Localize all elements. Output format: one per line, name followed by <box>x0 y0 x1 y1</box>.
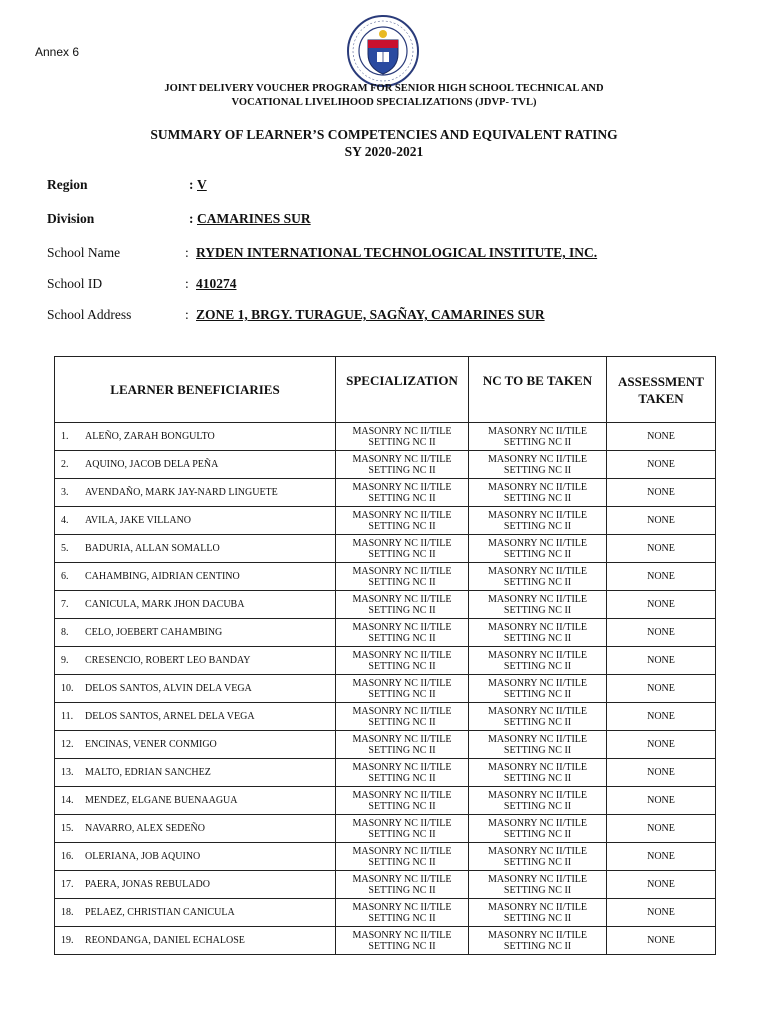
specialization-line-1: MASONRY NC II/TILE <box>352 537 452 549</box>
nc-line-1: MASONRY NC II/TILE <box>487 425 588 437</box>
specialization-line-1: MASONRY NC II/TILE <box>352 873 452 885</box>
nc-line-1: MASONRY NC II/TILE <box>487 621 588 633</box>
nc-line-1: MASONRY NC II/TILE <box>487 509 588 521</box>
row-number: 14. <box>61 795 74 806</box>
specialization-line-1: MASONRY NC II/TILE <box>352 817 452 829</box>
specialization-cell <box>336 507 469 535</box>
assessment-cell: NONE <box>607 815 716 843</box>
nc-cell <box>469 423 607 451</box>
assessment-cell: NONE <box>607 619 716 647</box>
table-row <box>55 871 716 899</box>
division-colon: : <box>189 211 194 226</box>
header-nc: NC TO BE TAKEN <box>469 357 607 423</box>
nc-line-2: SETTING NC II <box>503 912 572 924</box>
division-label: Division <box>47 211 95 226</box>
specialization-line-1: MASONRY NC II/TILE <box>352 621 452 633</box>
row-number: 11. <box>61 711 74 722</box>
assessment-cell: NONE <box>607 703 716 731</box>
specialization-line-1: MASONRY NC II/TILE <box>352 705 452 717</box>
nc-cell <box>469 927 607 955</box>
nc-cell <box>469 507 607 535</box>
table-row <box>55 759 716 787</box>
header-assessment-line-1: ASSESSMENT <box>618 374 704 389</box>
specialization-line-2: SETTING NC II <box>368 548 436 560</box>
school-address-colon: : <box>185 307 189 322</box>
learner-cell <box>55 647 336 675</box>
nc-line-1: MASONRY NC II/TILE <box>487 453 588 465</box>
specialization-cell <box>336 619 469 647</box>
table-row <box>55 507 716 535</box>
specialization-line-2: SETTING NC II <box>368 716 436 728</box>
specialization-line-1: MASONRY NC II/TILE <box>352 733 452 745</box>
nc-cell <box>469 815 607 843</box>
nc-cell <box>469 759 607 787</box>
specialization-line-2: SETTING NC II <box>368 576 436 588</box>
learner-cell <box>55 843 336 871</box>
row-number: 12. <box>61 739 74 750</box>
nc-line-1: MASONRY NC II/TILE <box>487 817 588 829</box>
nc-line-1: MASONRY NC II/TILE <box>487 929 588 941</box>
table-row <box>55 619 716 647</box>
school-id-colon: : <box>185 276 189 291</box>
specialization-line-1: MASONRY NC II/TILE <box>352 453 452 465</box>
specialization-cell <box>336 843 469 871</box>
nc-line-2: SETTING NC II <box>503 828 572 840</box>
school-year: SY 2020-2021 <box>344 144 424 159</box>
specialization-line-2: SETTING NC II <box>368 464 436 476</box>
learner-name: DELOS SANTOS, ARNEL DELA VEGA <box>85 711 255 722</box>
summary-heading: SUMMARY OF LEARNER’S COMPETENCIES AND EQUIVALENT RATING <box>150 127 618 142</box>
learner-name: REONDANGA, DANIEL ECHALOSE <box>85 935 245 946</box>
assessment-cell: NONE <box>607 759 716 787</box>
assessment-cell: NONE <box>607 843 716 871</box>
learner-cell <box>55 731 336 759</box>
nc-cell <box>469 647 607 675</box>
school-name-colon: : <box>185 245 189 260</box>
row-number: 5. <box>61 543 69 554</box>
summary-title <box>0 126 768 160</box>
specialization-line-2: SETTING NC II <box>368 884 436 896</box>
learner-name: DELOS SANTOS, ALVIN DELA VEGA <box>85 683 252 694</box>
learner-name: AQUINO, JACOB DELA PEÑA <box>85 459 219 470</box>
nc-cell <box>469 451 607 479</box>
specialization-cell <box>336 703 469 731</box>
row-number: 17. <box>61 879 74 890</box>
nc-line-2: SETTING NC II <box>503 436 572 448</box>
learner-name: ENCINAS, VENER CONMIGO <box>85 739 217 750</box>
specialization-line-1: MASONRY NC II/TILE <box>352 677 452 689</box>
nc-line-1: MASONRY NC II/TILE <box>487 789 588 801</box>
assessment-cell: NONE <box>607 479 716 507</box>
table-row <box>55 535 716 563</box>
specialization-line-2: SETTING NC II <box>368 520 436 532</box>
nc-line-1: MASONRY NC II/TILE <box>487 733 588 745</box>
specialization-line-2: SETTING NC II <box>368 856 436 868</box>
row-number: 19. <box>61 935 74 946</box>
row-number: 9. <box>61 655 69 666</box>
learner-name: NAVARRO, ALEX SEDEÑO <box>85 823 205 834</box>
nc-line-2: SETTING NC II <box>503 660 572 672</box>
learner-cell <box>55 451 336 479</box>
program-line-1: JOINT DELIVERY VOUCHER PROGRAM FOR SENIOR HIGH SCHOOL TECHNICAL AND <box>164 83 604 94</box>
specialization-line-1: MASONRY NC II/TILE <box>352 789 452 801</box>
school-id-value: 410274 <box>196 276 237 291</box>
nc-cell <box>469 675 607 703</box>
program-line-2: VOCATIONAL LIVELIHOOD SPECIALIZATIONS (JDVP- TVL) <box>231 97 537 108</box>
assessment-cell: NONE <box>607 591 716 619</box>
division-value: CAMARINES SUR <box>197 211 311 226</box>
specialization-cell <box>336 563 469 591</box>
learner-cell <box>55 591 336 619</box>
nc-line-1: MASONRY NC II/TILE <box>487 873 588 885</box>
assessment-cell: NONE <box>607 871 716 899</box>
table-row <box>55 675 716 703</box>
nc-cell <box>469 563 607 591</box>
learner-name: CANICULA, MARK JHON DACUBA <box>85 599 245 610</box>
nc-cell <box>469 703 607 731</box>
specialization-line-1: MASONRY NC II/TILE <box>352 901 452 913</box>
region-value: V <box>197 177 207 192</box>
table-row <box>55 451 716 479</box>
specialization-line-1: MASONRY NC II/TILE <box>352 565 452 577</box>
specialization-line-1: MASONRY NC II/TILE <box>352 425 452 437</box>
table-row <box>55 927 716 955</box>
row-number: 8. <box>61 627 69 638</box>
table-row <box>55 787 716 815</box>
nc-line-1: MASONRY NC II/TILE <box>487 565 588 577</box>
learner-cell <box>55 479 336 507</box>
learner-name: ALEÑO, ZARAH BONGULTO <box>85 431 215 442</box>
table-row <box>55 479 716 507</box>
assessment-cell: NONE <box>607 563 716 591</box>
learner-name: MALTO, EDRIAN SANCHEZ <box>85 767 211 778</box>
learner-cell <box>55 899 336 927</box>
nc-line-2: SETTING NC II <box>503 772 572 784</box>
learner-name: MENDEZ, ELGANE BUENAAGUA <box>85 795 238 806</box>
table-row <box>55 423 716 451</box>
nc-line-1: MASONRY NC II/TILE <box>487 901 588 913</box>
specialization-line-1: MASONRY NC II/TILE <box>352 845 452 857</box>
nc-line-2: SETTING NC II <box>503 520 572 532</box>
row-number: 7. <box>61 599 69 610</box>
specialization-line-2: SETTING NC II <box>368 744 436 756</box>
nc-line-1: MASONRY NC II/TILE <box>487 705 588 717</box>
learner-name: OLERIANA, JOB AQUINO <box>85 851 201 862</box>
row-number: 16. <box>61 851 74 862</box>
nc-line-2: SETTING NC II <box>503 688 572 700</box>
specialization-cell <box>336 871 469 899</box>
specialization-line-2: SETTING NC II <box>368 912 436 924</box>
nc-line-1: MASONRY NC II/TILE <box>487 481 588 493</box>
school-address-label: School Address <box>47 307 132 322</box>
row-number: 15. <box>61 823 74 834</box>
specialization-cell <box>336 787 469 815</box>
learner-cell <box>55 815 336 843</box>
nc-line-2: SETTING NC II <box>503 800 572 812</box>
specialization-line-1: MASONRY NC II/TILE <box>352 761 452 773</box>
nc-line-2: SETTING NC II <box>503 576 572 588</box>
header-specialization: SPECIALIZATION <box>336 357 469 423</box>
annex-label: Annex 6 <box>35 45 80 59</box>
specialization-line-2: SETTING NC II <box>368 940 436 952</box>
specialization-line-2: SETTING NC II <box>368 800 436 812</box>
nc-cell <box>469 787 607 815</box>
nc-line-2: SETTING NC II <box>503 604 572 616</box>
nc-line-2: SETTING NC II <box>503 940 572 952</box>
deped-seal-icon <box>346 14 420 88</box>
row-number: 18. <box>61 907 74 918</box>
assessment-cell: NONE <box>607 535 716 563</box>
row-number: 13. <box>61 767 74 778</box>
region-colon: : <box>189 177 194 192</box>
table-row <box>55 563 716 591</box>
learner-cell <box>55 787 336 815</box>
specialization-cell <box>336 451 469 479</box>
learner-cell <box>55 871 336 899</box>
specialization-line-1: MASONRY NC II/TILE <box>352 593 452 605</box>
nc-line-1: MASONRY NC II/TILE <box>487 537 588 549</box>
specialization-line-2: SETTING NC II <box>368 772 436 784</box>
specialization-line-2: SETTING NC II <box>368 632 436 644</box>
nc-line-1: MASONRY NC II/TILE <box>487 845 588 857</box>
region-label: Region <box>47 177 88 192</box>
specialization-cell <box>336 479 469 507</box>
nc-cell <box>469 899 607 927</box>
specialization-line-2: SETTING NC II <box>368 660 436 672</box>
nc-cell <box>469 731 607 759</box>
learner-name: PELAEZ, CHRISTIAN CANICULA <box>85 907 235 918</box>
nc-line-1: MASONRY NC II/TILE <box>487 761 588 773</box>
row-number: 2. <box>61 459 69 470</box>
specialization-cell <box>336 759 469 787</box>
nc-line-2: SETTING NC II <box>503 548 572 560</box>
school-name-label: School Name <box>47 245 121 260</box>
specialization-cell <box>336 731 469 759</box>
nc-cell <box>469 591 607 619</box>
specialization-cell <box>336 927 469 955</box>
assessment-cell: NONE <box>607 451 716 479</box>
row-number: 1. <box>61 431 69 442</box>
learner-name: CELO, JOEBERT CAHAMBING <box>85 627 223 638</box>
nc-line-2: SETTING NC II <box>503 716 572 728</box>
learner-cell <box>55 563 336 591</box>
nc-line-2: SETTING NC II <box>503 744 572 756</box>
specialization-cell <box>336 591 469 619</box>
row-number: 4. <box>61 515 69 526</box>
nc-line-2: SETTING NC II <box>503 632 572 644</box>
program-title <box>0 82 768 110</box>
learner-name: PAERA, JONAS REBULADO <box>85 879 210 890</box>
nc-cell <box>469 843 607 871</box>
assessment-cell: NONE <box>607 927 716 955</box>
assessment-cell: NONE <box>607 731 716 759</box>
nc-line-1: MASONRY NC II/TILE <box>487 593 588 605</box>
nc-line-2: SETTING NC II <box>503 492 572 504</box>
table-row <box>55 899 716 927</box>
table-row <box>55 843 716 871</box>
specialization-line-1: MASONRY NC II/TILE <box>352 649 452 661</box>
school-id-label: School ID <box>47 276 103 291</box>
nc-line-2: SETTING NC II <box>503 884 572 896</box>
learner-cell <box>55 703 336 731</box>
specialization-line-2: SETTING NC II <box>368 688 436 700</box>
specialization-cell <box>336 647 469 675</box>
assessment-cell: NONE <box>607 423 716 451</box>
learner-cell <box>55 759 336 787</box>
specialization-cell <box>336 423 469 451</box>
learner-cell <box>55 423 336 451</box>
nc-cell <box>469 619 607 647</box>
school-name-value: RYDEN INTERNATIONAL TECHNOLOGICAL INSTITUTE, INC. <box>196 245 598 260</box>
learner-cell <box>55 619 336 647</box>
header-assessment <box>607 357 716 423</box>
learner-cell <box>55 535 336 563</box>
assessment-cell: NONE <box>607 647 716 675</box>
specialization-line-1: MASONRY NC II/TILE <box>352 929 452 941</box>
nc-line-1: MASONRY NC II/TILE <box>487 677 588 689</box>
table-row <box>55 591 716 619</box>
table-row <box>55 703 716 731</box>
assessment-cell: NONE <box>607 787 716 815</box>
learner-cell <box>55 927 336 955</box>
header-learner: LEARNER BENEFICIARIES <box>55 357 336 423</box>
learner-cell <box>55 675 336 703</box>
table-row <box>55 731 716 759</box>
specialization-cell <box>336 815 469 843</box>
row-number: 6. <box>61 571 69 582</box>
specialization-line-2: SETTING NC II <box>368 492 436 504</box>
nc-cell <box>469 871 607 899</box>
nc-line-2: SETTING NC II <box>503 856 572 868</box>
learner-name: BADURIA, ALLAN SOMALLO <box>85 543 220 554</box>
row-number: 3. <box>61 487 69 498</box>
specialization-cell <box>336 675 469 703</box>
table-row <box>55 647 716 675</box>
specialization-line-1: MASONRY NC II/TILE <box>352 481 452 493</box>
specialization-line-2: SETTING NC II <box>368 828 436 840</box>
assessment-cell: NONE <box>607 899 716 927</box>
specialization-line-2: SETTING NC II <box>368 436 436 448</box>
header-assessment-line-2: TAKEN <box>638 391 684 406</box>
table-row <box>55 815 716 843</box>
specialization-line-2: SETTING NC II <box>368 604 436 616</box>
assessment-cell: NONE <box>607 507 716 535</box>
specialization-cell <box>336 899 469 927</box>
school-address-value: ZONE 1, BRGY. TURAGUE, SAGÑAY, CAMARINES SUR <box>196 307 545 322</box>
assessment-cell: NONE <box>607 675 716 703</box>
nc-line-2: SETTING NC II <box>503 464 572 476</box>
learner-name: AVENDAÑO, MARK JAY-NARD LINGUETE <box>85 487 278 498</box>
nc-line-1: MASONRY NC II/TILE <box>487 649 588 661</box>
specialization-cell <box>336 535 469 563</box>
specialization-line-1: MASONRY NC II/TILE <box>352 509 452 521</box>
learner-cell <box>55 507 336 535</box>
learner-name: AVILA, JAKE VILLANO <box>85 515 192 526</box>
learners-table <box>54 356 716 955</box>
row-number: 10. <box>61 683 74 694</box>
learner-name: CRESENCIO, ROBERT LEO BANDAY <box>85 655 251 666</box>
nc-cell <box>469 535 607 563</box>
nc-cell <box>469 479 607 507</box>
learner-name: CAHAMBING, AIDRIAN CENTINO <box>85 571 240 582</box>
table-header-row <box>55 357 716 423</box>
